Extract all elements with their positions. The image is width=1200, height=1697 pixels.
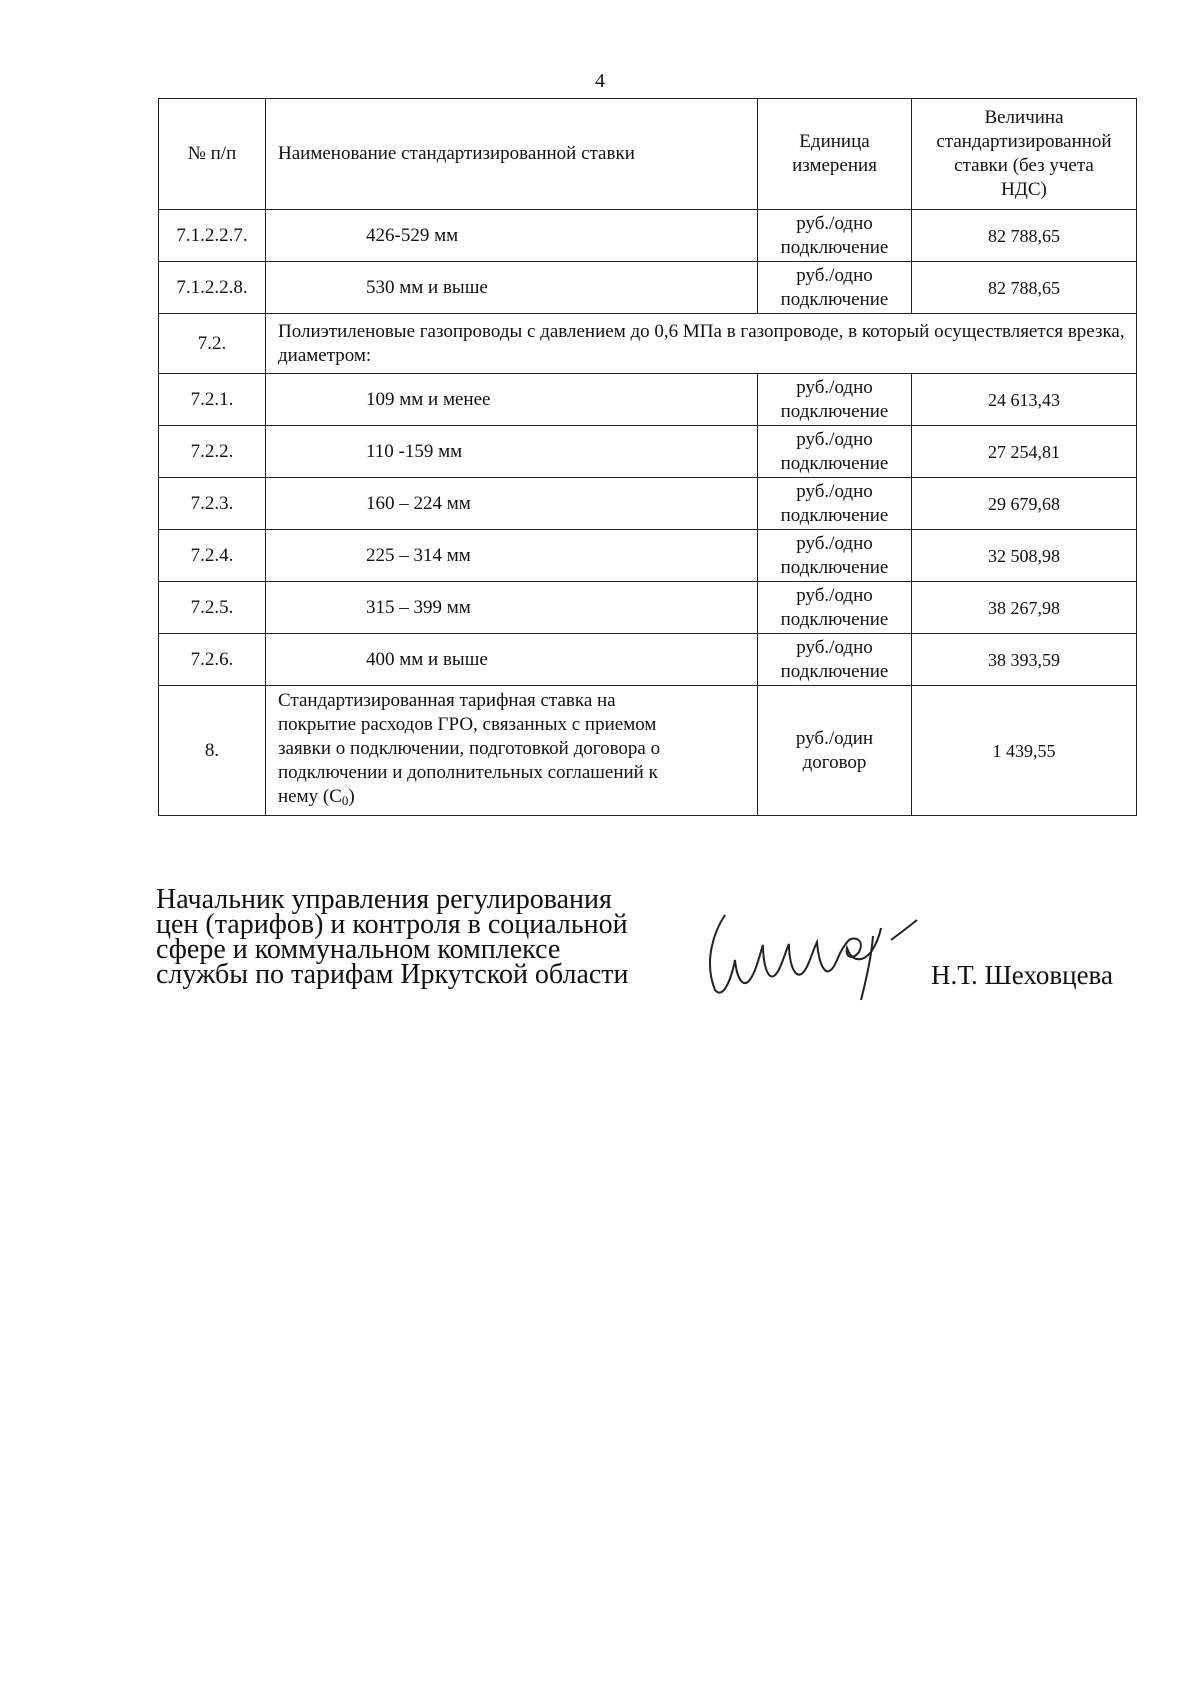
row-name: 400 мм и выше xyxy=(266,634,758,686)
row-num: 7.1.2.2.7. xyxy=(159,210,266,262)
header-value: Величина стандартизированной ставки (без учета НДС) xyxy=(912,99,1137,210)
row-name: 426-529 мм xyxy=(266,210,758,262)
row-value: 82 788,65 xyxy=(912,210,1137,262)
table-row xyxy=(159,210,1137,262)
row-num: 7.2.1. xyxy=(159,374,266,426)
row-value: 29 679,68 xyxy=(912,478,1137,530)
row-unit: руб./одно подключение xyxy=(758,262,912,314)
row-value: 32 508,98 xyxy=(912,530,1137,582)
row-unit: руб./одно подключение xyxy=(758,530,912,582)
row-name: 109 мм и менее xyxy=(266,374,758,426)
row-value: 38 267,98 xyxy=(912,582,1137,634)
signatory-title: Начальник управления регулирования цен (тарифов) и контроля в социальной сфере и коммунальном комплексе службы по тарифам Иркутской области xyxy=(156,884,629,990)
rates-table xyxy=(158,98,1137,816)
row-value: 38 393,59 xyxy=(912,634,1137,686)
header-unit: Единица измерения xyxy=(758,99,912,210)
row-num: 7.2.3. xyxy=(159,478,266,530)
row-num: 8. xyxy=(159,686,266,816)
section-title: Полиэтиленовые газопроводы с давлением до 0,6 МПа в газопроводе, в который осуществляется врезка, диаметром: xyxy=(266,314,1137,374)
row-num: 7.2.4. xyxy=(159,530,266,582)
page-number: 4 xyxy=(595,70,605,92)
row-name: 315 – 399 мм xyxy=(266,582,758,634)
row-unit: руб./одно подключение xyxy=(758,374,912,426)
row-value: 24 613,43 xyxy=(912,374,1137,426)
row-num: 7.2.2. xyxy=(159,426,266,478)
row-value: 27 254,81 xyxy=(912,426,1137,478)
row-num: 7.2.5. xyxy=(159,582,266,634)
row-name: 110 -159 мм xyxy=(266,426,758,478)
table-row xyxy=(159,634,1137,686)
row-unit: руб./одно подключение xyxy=(758,210,912,262)
row-value: 82 788,65 xyxy=(912,262,1137,314)
header-num: № п/п xyxy=(159,99,266,210)
header-name: Наименование стандартизированной ставки xyxy=(266,99,758,210)
table-row xyxy=(159,582,1137,634)
table-row xyxy=(159,426,1137,478)
row-unit: руб./одно подключение xyxy=(758,426,912,478)
signatory-name: Н.Т. Шеховцева xyxy=(931,960,1113,990)
table-row xyxy=(159,374,1137,426)
table-row xyxy=(159,262,1137,314)
row-num: 7.2.6. xyxy=(159,634,266,686)
handwritten-signature xyxy=(695,900,935,1010)
row-value: 1 439,55 xyxy=(912,686,1137,816)
row-unit: руб./одно подключение xyxy=(758,582,912,634)
row-name: Стандартизированная тарифная ставка на покрытие расходов ГРО, связанных с приемом заявки о подключении, подготовкой договора о подключении и дополнительных соглашений к нему $(С_0)$ xyxy=(266,686,758,816)
row-unit: руб./одно подключение xyxy=(758,478,912,530)
row-name: 160 – 224 мм xyxy=(266,478,758,530)
table-header-row xyxy=(159,99,1137,210)
table-section-row xyxy=(159,314,1137,374)
row-unit: руб./один договор xyxy=(758,686,912,816)
row-unit: руб./одно подключение xyxy=(758,634,912,686)
row-num: 7.2. xyxy=(159,314,266,374)
table-row xyxy=(159,686,1137,816)
row-name: 225 – 314 мм xyxy=(266,530,758,582)
table-row xyxy=(159,478,1137,530)
row-name: 530 мм и выше xyxy=(266,262,758,314)
row-num: 7.1.2.2.8. xyxy=(159,262,266,314)
table-row xyxy=(159,530,1137,582)
